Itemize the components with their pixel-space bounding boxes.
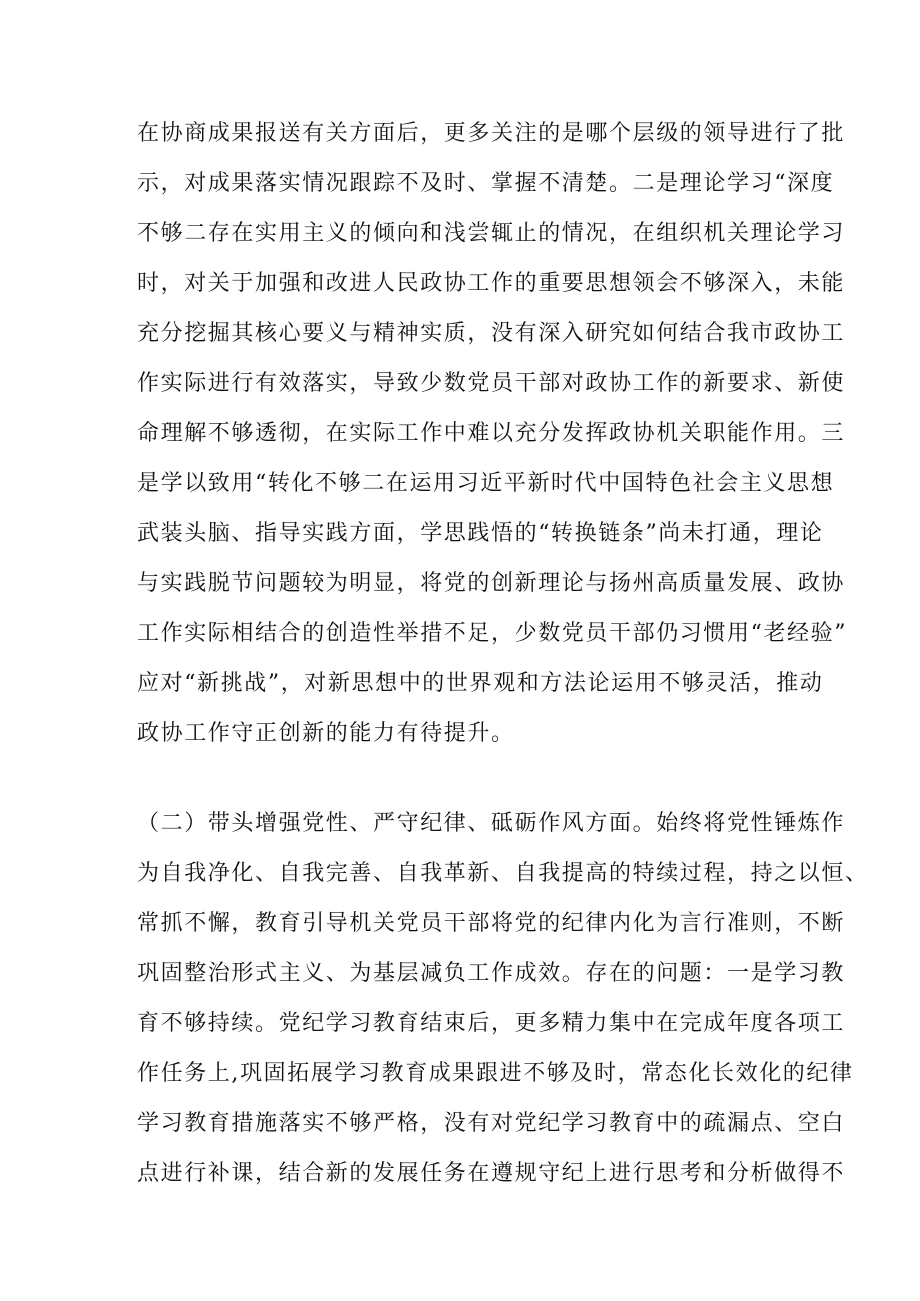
text-line: 与实践脱节问题较为明显，将党的创新理论与扬州高质量发展、政协	[137, 571, 846, 596]
text-line: 作实际进行有效落实，导致少数党员干部对政协工作的新要求、新使	[137, 371, 846, 396]
text-line: 工作实际相结合的创造性举措不足，少数党员干部仍习惯用“老经验”	[137, 621, 848, 646]
text-line: 应对“新挑战”，对新思想中的世界观和方法论运用不够灵活，推动	[137, 671, 824, 696]
text-line: 不够二存在实用主义的倾向和浅尝辄止的情况，在组织机关理论学习	[137, 221, 846, 246]
text-line: 点进行补课，结合新的发展任务在遵规守纪上进行思考和分析做得不	[137, 1161, 846, 1186]
text-line: 在协商成果报送有关方面后，更多关注的是哪个层级的领导进行了批	[137, 121, 846, 146]
text-line: 育不够持续。党纪学习教育结束后，更多精力集中在完成年度各项工	[137, 1011, 846, 1036]
text-line: 示，对成果落实情况跟踪不及时、掌握不清楚。二是理论学习“深度	[137, 171, 835, 196]
text-line: 巩固整治形式主义、为基层减负工作成效。存在的问题：一是学习教	[137, 961, 846, 986]
text-line: 作任务上,巩固拓展学习教育成果跟进不够及时，常态化长效化的纪律	[137, 1061, 854, 1086]
text-line: 命理解不够透彻，在实际工作中难以充分发挥政协机关职能作用。三	[137, 421, 846, 446]
section-heading-line: （二）带头增强党性、严守纪律、砥砺作风方面。始终将党性锤炼作	[137, 811, 846, 836]
text-line: 政协工作守正创新的能力有待提升。	[137, 721, 515, 746]
text-line: 是学以致用“转化不够二在运用习近平新时代中国特色社会主义思想	[137, 471, 835, 496]
text-line: 为自我净化、自我完善、自我革新、自我提高的特续过程，持之以恒、	[137, 861, 869, 886]
text-line: 武装头脑、指导实践方面，学思践悟的“转换链条”尚未打通，理论	[137, 521, 824, 546]
text-line: 充分挖掘其核心要义与精神实质，没有深入研究如何结合我市政协工	[137, 321, 846, 346]
text-line: 时，对关于加强和改进人民政协工作的重要思想领会不够深入，未能	[137, 271, 846, 296]
text-line: 学习教育措施落实不够严格，没有对党纪学习教育中的疏漏点、空白	[137, 1111, 846, 1136]
text-line: 常抓不懈，教育引导机关党员干部将党的纪律内化为言行准则，不断	[137, 911, 846, 936]
